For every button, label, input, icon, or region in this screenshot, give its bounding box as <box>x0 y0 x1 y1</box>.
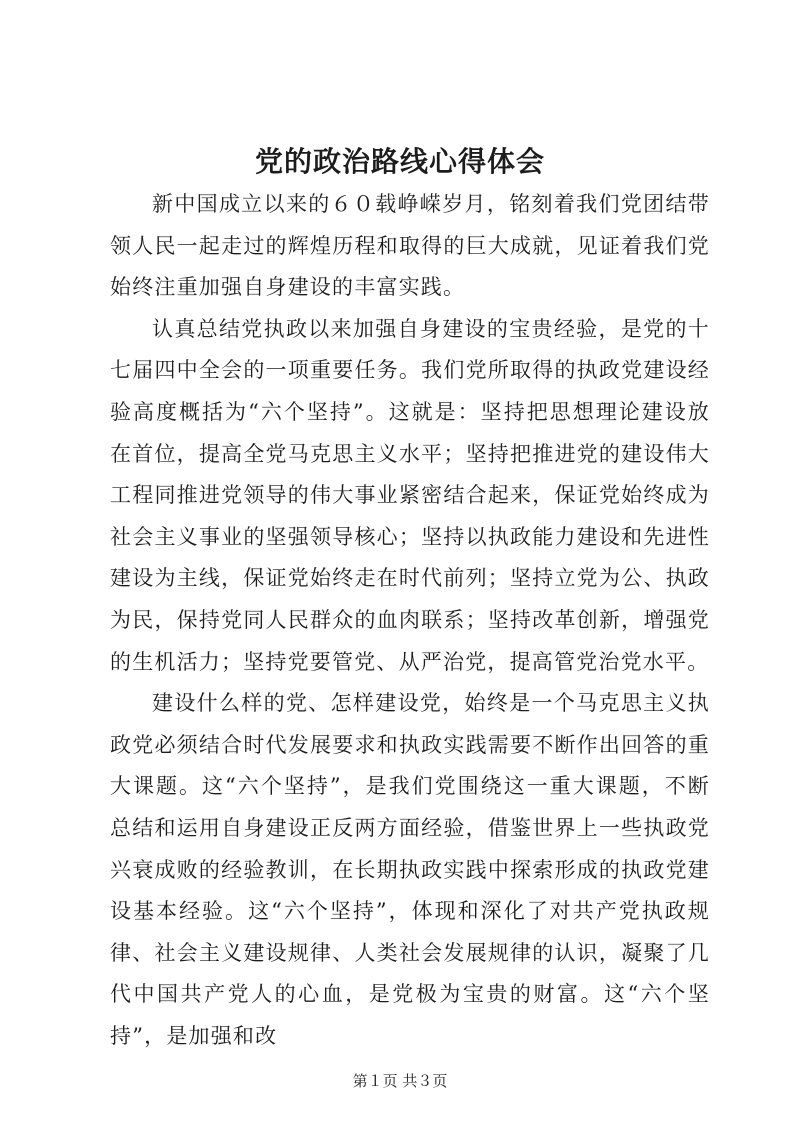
page-footer: 第１页 共３页 <box>352 1072 448 1090</box>
paragraph: 新中国成立以来的６０载峥嵘岁月，铭刻着我们党团结带领人民一起走过的辉煌历程和取得的巨大成就，见证着我们党始终注重加强自身建设的丰富实践。 <box>110 192 710 300</box>
paragraph: 认真总结党执政以来加强自身建设的宝贵经验，是党的十七届四中全会的一项重要任务。我们党所取得的执政党建设经验高度概括为“六个坚持”。这就是：坚持把思想理论建设放在首位，提高全党马克思主义水平；坚持把推进党的建设伟大工程同推进党领导的伟大事业紧密结合起来，保证党始终成为社会主义事业的坚强领导核心；坚持以执政能力建设和先进性建设为主线，保证党始终走在时代前列；坚持立党为公、执政为民，保持党同人民群众的血肉联系；坚持改革创新，增强党的生机活力；坚持党要管党、从严治党，提高管党治党水平。 <box>110 316 710 674</box>
document-title: 党的政治路线心得体会 <box>254 145 545 178</box>
paragraph: 建设什么样的党、怎样建设党，始终是一个马克思主义执政党必须结合时代发展要求和执政实践需要不断作出回答的重大课题。这“六个坚持”，是我们党围绕这一重大课题，不断总结和运用自身建设正反两方面经验，借鉴世界上一些执政党兴衰成败的经验教训，在长期执政实践中探索形成的执政党建设基本经验。这“六个坚持”，体现和深化了对共产党执政规律、社会主义建设规律、人类社会发展规律的认识，凝聚了几代中国共产党人的心血，是党极为宝贵的财富。这“六个坚持”，是加强和改 <box>110 691 710 1048</box>
document-body <box>110 184 710 1057</box>
